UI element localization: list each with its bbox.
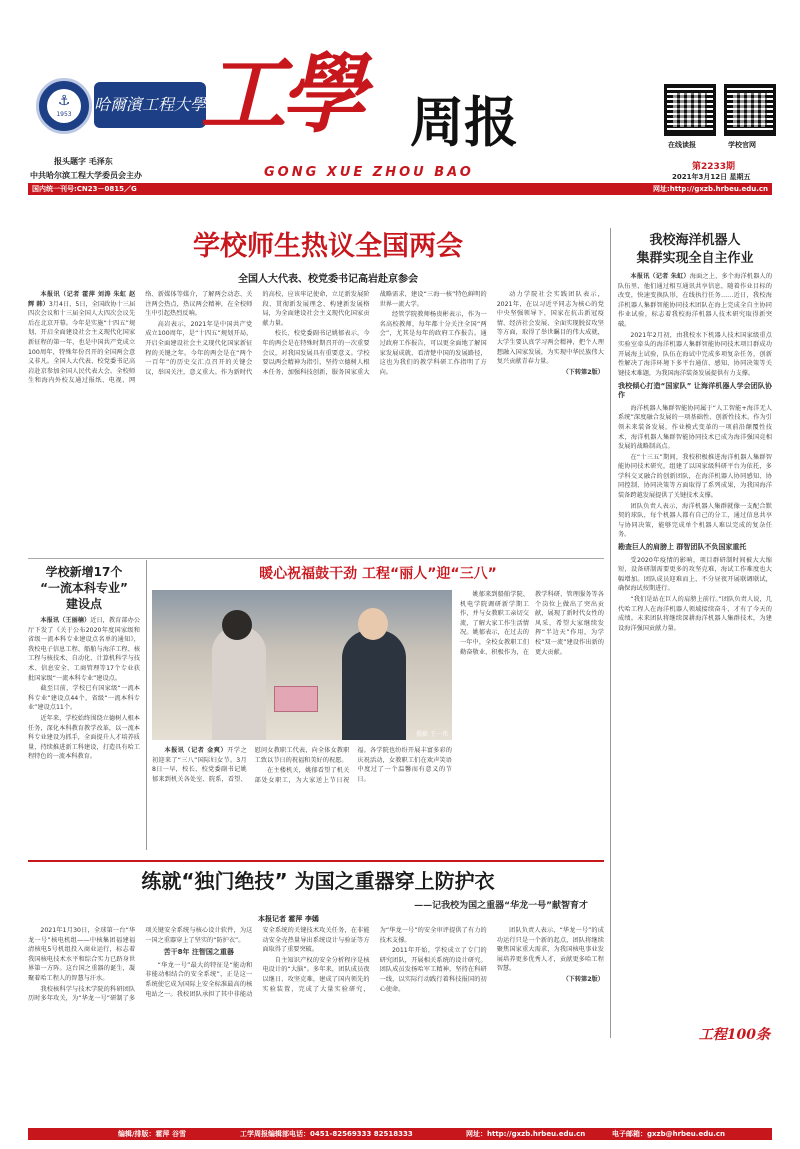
person-figure xyxy=(212,626,266,740)
majors-body xyxy=(28,616,140,834)
armor-paragraph: “华龙一号”最大的特征是“能动和非能动相结合的安全系统”，正是这一系统使它成为国际上安全标准最高的核电站之一。我校团队承担了其中非能动安全系统的关键技术攻关任务，在非能动安全壳热量导出系统设计与验证等方面取得了重要突破。 xyxy=(145,927,370,998)
robot-paragraph: 海面之上，多个海洋机器人的队伍里，他们通过相互通讯共享信息，随着作业目标的改变，快速变换队形，在线执行任务……近日，我校海洋机器人集群智能协同技术团队在海上完成全自主协同作业试验，标志着我校海洋机器人技术研究取得新突破。 xyxy=(618,273,772,328)
lead-title: 学校师生热议全国两会 xyxy=(193,231,463,262)
masthead-band xyxy=(28,183,772,195)
lead-article xyxy=(28,228,604,558)
website[interactable]: 网址:http://gxzb.hrbeu.edu.cn xyxy=(652,185,768,193)
lead-paragraph: 动力学院社会实践团队表示，2021年，在以习近平同志为核心的党中央坚强领导下，国家在抗击新冠疫情、经济社会发展、全面实现脱贫攻坚等方面，取得了举世瞩目的伟大成就，大学生要认真学习两会精神，把个人理想融入国家发展，为实现中华民族伟大复兴贡献青春力量。 xyxy=(496,291,604,366)
lead-subtitle: 全国人大代表、校党委书记高岩赴京参会 xyxy=(238,274,418,285)
lead-body xyxy=(28,290,604,558)
lead-continued[interactable]: （下转第2版） xyxy=(562,368,604,376)
person-figure xyxy=(222,610,252,640)
armor-body xyxy=(28,926,604,1122)
majors-title-line1: 学校新增17个 xyxy=(45,565,123,579)
footer-editors: 编辑/排版：霍萍 谷雪 xyxy=(118,1130,186,1138)
majors-paragraph: 截至目前，学校已有国家级“一流本科专业”建设点44个，省级“一流本科专业”建设点11个。 xyxy=(28,685,140,712)
armor-subtitle: ——记我校为国之重器“华龙一号”献智育才 xyxy=(414,901,588,911)
lead-paragraph: 高岩表示，2021年是中国共产党成立100周年，是“十四五”规划开局，开启全面建设社会主义现代化国家新征程的关键之年。今年的两会是在“两个一百年”的历史交汇点召开的关键会议，举国关注，意义重大。作为新时代的高校，应该牢记使命，立足新发展阶段、贯彻新发展理念、构建新发展格局，为全面建设社会主义现代化国家贡献力量。 xyxy=(145,291,370,376)
robot-title-line2: 集群实现全自主作业 xyxy=(636,251,754,266)
armor-paragraph: 团队负责人表示，“华龙一号”的成功运行只是一个新的起点，团队将继续聚焦国家重大需求，为我国核电事业发展培养更多优秀人才，贡献更多哈工程智慧。 xyxy=(496,927,604,973)
majors-top-rule xyxy=(28,558,604,559)
footer-email[interactable]: 电子邮箱：gxzb@hrbeu.edu.cn xyxy=(612,1130,725,1138)
armor-continued[interactable]: （下转第2版） xyxy=(562,975,604,983)
qr-code-online-reading[interactable] xyxy=(664,84,716,136)
footer-phone: 工学周报编辑部电话：0451-82569333 82518333 xyxy=(240,1130,413,1138)
feature-paragraph: 姚郁来到船舶学院、机电学院调研新学期工作，并与女教职工亲切交流，了解大家工作生活情况。姚郁表示，在过去的一年中，全校女教职工们勤奋敬业、积极作为，在教学科研、管理服务等各个岗位上做出了突出贡献，展现了新时代女性的风采，希望大家继续发挥“半边天”作用，为学校“双一流”建设作出新的更大贡献。 xyxy=(460,591,604,656)
armor-paragraph: 2021年1月30日，全球第一台“华龙一号”核电机组——中核集团福建福清核电5号机组投入商业运行，标志着我国核电技术水平和综合实力已跻身世界第一方阵。这台国之重器的诞生，凝聚着哈工程人的智慧与汗水。 xyxy=(28,927,136,982)
masthead xyxy=(0,0,800,228)
feature-title: 暖心祝福鼓干劲 工程“丽人”迎“三八” xyxy=(259,566,497,582)
qr-code-school-website[interactable] xyxy=(724,84,776,136)
qr1-label: 在线读报 xyxy=(668,141,696,149)
armor-subheading: 苦干8年 注智国之重器 xyxy=(163,948,234,957)
qr2-label: 学校官网 xyxy=(728,141,756,149)
issue-date: 2021年3月12日 星期五 xyxy=(672,173,751,181)
robot-paragraph: 受2020年疫情的影响，项目群研制时间被大大缩短，设备研制需要更多的攻坚克难，海试工作难度也大幅增加。团队成员迎难而上，不分昼夜开展联调联试，确保海试按期进行。 xyxy=(618,556,772,593)
gift-box xyxy=(274,686,318,712)
armor-article xyxy=(28,866,772,1126)
armor-paragraph: 我校核科学与技术学院的科研团队历时多年攻关，为“华龙一号”研制了多项关键安全系统与核心设计软件，为这一国之重器穿上了坚实的“防护衣”。 xyxy=(28,927,253,1003)
lead-byline: 本报讯（记者 霍萍 刘涛 朱虹 赵辉 韩） xyxy=(28,291,136,308)
issue-number: 第2233期 xyxy=(692,162,736,172)
person-figure xyxy=(358,608,388,640)
engineering-100-logo: 工程100条 xyxy=(698,1027,770,1043)
photo-caption: 摄影 王一伟 xyxy=(416,731,448,738)
feature-body-side xyxy=(460,590,604,852)
feature-photo xyxy=(152,590,452,740)
masthead-title-word: 周报 xyxy=(410,91,518,154)
feature-byline: 本报讯（记者 金爽） xyxy=(164,747,228,754)
lead-paragraph: 校长、校党委副书记姚郁表示，今年的两会是在特殊时期召开的一次重要会议，对我国发展具有重要意义。学校要以两会精神为指引，坚持立德树人根本任务，加强科技创新，服务国家重大战略需求，建设“三海一核”特色鲜明的世界一流大学。 xyxy=(262,291,487,376)
majors-title-line3: 建设点 xyxy=(65,597,102,611)
feature-article xyxy=(152,562,604,854)
lead-paragraph: 经管学院教师杨贵彬表示，作为一名高校教师，每年都十分关注全国“两会”，尤其是每年的政府工作报告。通过政府工作报告，可以更全面地了解国家发展成就、看清楚中国的发展路径，这也为我们的教学科研工作指明了方向。 xyxy=(379,311,487,376)
footer-band xyxy=(28,1128,772,1140)
robot-title-line1: 我校海洋机器人 xyxy=(649,233,741,248)
armor-byline: 本报记者 霍萍 李嫣 xyxy=(258,915,319,923)
robot-subheading: 我校倾心打造“国家队” 让海洋机器人学会团队协作 xyxy=(618,381,772,400)
feature-paragraph: 在主楼机关，姚郁看望了机关部处女职工，为大家送上节日祝福。各学院也纷纷开展丰富多彩的庆祝活动，女教职工们在欢声笑语中度过了一个温馨而有意义的节日。 xyxy=(254,747,452,784)
logo-anchor-icon: ⚓ xyxy=(57,93,71,109)
robot-paragraph: “我们是站在巨人的肩膀上前行。”团队负责人说，几代哈工程人在海洋机器人领域接续奋斗，才有了今天的成绩。未来团队将继续深耕海洋机器人集群技术，为建设海洋强国贡献力量。 xyxy=(618,596,772,632)
university-calligraphy: 哈爾濱工程大學 xyxy=(94,82,206,128)
robot-paragraph: 在“十三五”期间，我校积极推进海洋机器人集群智能协同技术研究，组建了以国家级科研平台为依托，多学科交叉融合的创新团队，在海洋机器人协同感知、协同控制、协同决策等方面取得了系列成果，为我国海洋装备跨越发展提供了关键技术支撑。 xyxy=(618,453,772,500)
majors-paragraph: 近日，教育部办公厅下发了《关于公布2020年度国家级和省级一流本科专业建设点名单的通知》，我校电子信息工程、船舶与海洋工程、核工程与核技术、自动化、计算机科学与技术、信息安全、工商管理等17个专业获批国家级“一流本科专业”建设点。 xyxy=(28,617,140,682)
robot-paragraph: 2021年2月初，由我校水下机器人技术国家级重点实验室牵头的海洋机器人集群智能协同技术项目群成功开展海上试验，队伍在海试中完成多项复杂任务，创新性解决了海洋环境下多平台通信、感知、协同决策等关键技术难题，为我国海洋装备发展提供有力支撑。 xyxy=(618,331,772,377)
inscription: 报头题字 毛泽东 xyxy=(54,157,113,166)
robot-byline: 本报讯（记者 朱虹） xyxy=(630,273,690,280)
majors-byline: 本报讯（王丽楠） xyxy=(40,617,91,624)
bottom-top-rule xyxy=(28,860,604,862)
majors-title-line2: “一流本科专业” xyxy=(40,581,128,595)
armor-title: 练就“独门绝技” 为国之重器穿上防护衣 xyxy=(141,869,495,893)
person-figure xyxy=(342,630,406,740)
armor-paragraph: 2011年开始，学校成立了专门的研究团队，开展相关系统的设计研究。团队成员发扬哈军工精神，坚持在科研一线，以实际行动践行着科技报国的初心使命。 xyxy=(379,947,487,993)
majors-divider xyxy=(146,560,147,850)
cn-number: 国内统一刊号:CN23－0815／G xyxy=(32,185,137,193)
organizer: 中共哈尔滨工程大学委员会主办 xyxy=(30,171,142,180)
masthead-title-chars: 工學 xyxy=(200,44,360,145)
robot-paragraph: 团队负责人表示，海洋机器人集群就像一支配合默契的球队，每个机器人都有自己的分工，通过信息共享与协同决策，能够完成单个机器人难以完成的复杂任务。 xyxy=(618,502,772,539)
armor-paragraph: 自主知识产权的安全分析程序是核电设计的“大脑”。多年来，团队成员夜以继日、攻坚克难，建成了国内领先的实验装置，完成了大量实验研究，为“华龙一号”的安全审评提供了有力的技术支撑。 xyxy=(262,927,487,993)
university-logo xyxy=(36,78,92,134)
robot-subheading: 勘查巨人的肩膀上 群智团队不负国家重托 xyxy=(618,543,747,552)
feature-body xyxy=(152,746,452,852)
footer-site[interactable]: 网址：http://gxzb.hrbeu.edu.cn xyxy=(466,1130,586,1138)
majors-article xyxy=(28,558,140,858)
majors-paragraph: 近年来，学校始终围绕立德树人根本任务，深化本科教育教学改革，以一流本科专业建设为抓手，全面提升人才培养质量，持续推进新工科建设，打造具有哈工程特色的一流本科教育。 xyxy=(28,714,140,761)
masthead-pinyin: GONG XUE ZHOU BAO xyxy=(264,165,474,180)
lead-paragraph: 3月4日、5日，全国政协十三届四次会议和十三届全国人大四次会议先后在北京开幕。今年是实施“十四五”规划、开启全面建设社会主义现代化国家新征程的第一年，也是中国共产党成立100周年，特殊年份召开的全国两会意义非凡。全国人大代表、校党委书记高岩赴京参加全国人民代表大会。全校师生和海内外校友通过报纸、电视、网络、新媒体等媒介，了解两会动态、关注两会热点，热议两会精神，在全校师生中引起热烈反响。 xyxy=(28,291,253,385)
logo-year: 1953 xyxy=(56,111,72,118)
robot-paragraph: 海洋机器人集群智能协同属于“人工智能+海洋无人系统”深度融合发展的一项基础性、创新性技术。作为引领未来装备发展，作业模式变革的一项前沿颠覆性技术，海洋机器人集群智能协同技术已成为海洋强国竞相发展的战略制高点。 xyxy=(618,404,772,451)
feature-paragraph: 开学之初迎来了“三八”国际妇女节。3月8日一早，校长、校党委副书记姚郁来到机关各处室、院系，看望、慰问女教职工代表，向全体女教职工致以节日的祝福和美好的祝愿。 xyxy=(152,747,350,783)
